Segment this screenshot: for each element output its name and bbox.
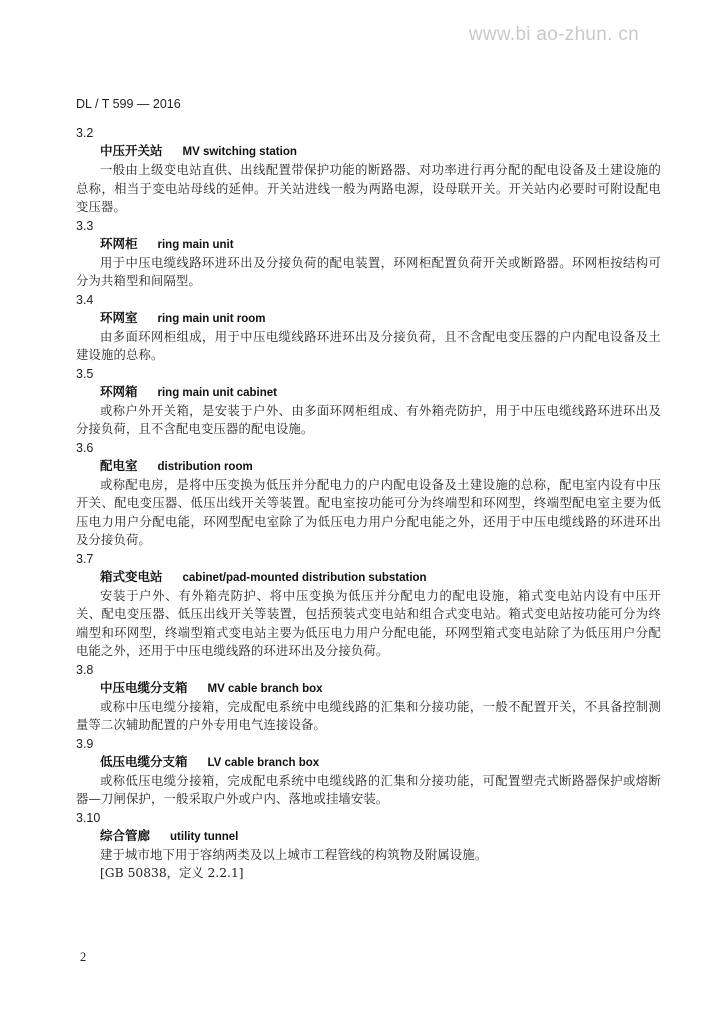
document-id: DL / T 599 — 2016: [76, 97, 181, 111]
term-heading: [76, 383, 661, 402]
clause-number: 3.7: [76, 551, 94, 566]
clause-number: 3.5: [76, 366, 94, 381]
clause-number: 3.9: [76, 736, 94, 751]
term-heading: [76, 235, 661, 254]
term-heading: [76, 142, 661, 161]
term-definition: 安装于户外、有外箱壳防护、将中压变换为低压并分配电力的配电设施，箱式变电站内设有中压开关、配电变压器、低压出线开关等装置，包括预装式变电站和组合式变电站。箱式变电站按功能可分为终端型和环网型，终端型箱式变电站主要为低压电力用户分配电能，环网型箱式变电站除了为低压用户分配电能之外，还用于中压电缆线路的环进环出及分接负荷。: [76, 588, 661, 658]
term-english: ring main unit: [157, 238, 234, 251]
term-entry: [76, 809, 661, 883]
term-chinese: 配电室: [100, 457, 138, 473]
term-heading: [76, 827, 661, 846]
clause-number: 3.4: [76, 292, 94, 307]
term-english: LV cable branch box: [207, 756, 320, 769]
term-chinese: 环网柜: [100, 235, 138, 251]
term-english: distribution room: [157, 460, 253, 473]
term-chinese: 中压电缆分支箱: [100, 679, 188, 695]
term-reference: [GB 50838，定义 2.2.1]: [100, 866, 244, 880]
clause-number: 3.8: [76, 662, 94, 677]
term-entry: [76, 217, 661, 291]
term-definition: 或称低压电缆分接箱，完成配电系统中电缆线路的汇集和分接功能，可配置塑壳式断路器保护或熔断器—刀闸保护，一般采取户外或户内、落地或挂墙安装。: [76, 773, 661, 806]
term-definition: 或称中压电缆分接箱，完成配电系统中电缆线路的汇集和分接功能，一般不配置开关，不具备控制测量等二次辅助配置的户外专用电气连接设备。: [76, 699, 661, 732]
terms-list: [76, 124, 661, 883]
term-english: ring main unit room: [157, 312, 266, 325]
term-definition: 或称配电房，是将中压变换为低压并分配电力的户内配电设备及土建设施的总称，配电室内设有中压开关、配电变压器、低压出线开关等装置。配电室按功能可分为终端型和环网型，终端型配电室主要为低压电力用户分配电能，环网型配电室除了为低压电力用户分配电能之外，还用于中压电缆线路的环进环出及分接负荷。: [76, 477, 661, 547]
term-english: ring main unit cabinet: [157, 386, 277, 399]
term-chinese: 环网箱: [100, 383, 138, 399]
term-definition: 或称户外开关箱，是安装于户外、由多面环网柜组成、有外箱壳防护，用于中压电缆线路环进环出及分接负荷，且不含配电变压器的配电设施。: [76, 403, 661, 436]
term-entry: [76, 439, 661, 550]
term-definition: 由多面环网柜组成，用于中压电缆线路环进环出及分接负荷，且不含配电变压器的户内配电设备及土建设施的总称。: [76, 329, 661, 362]
term-heading: [76, 753, 661, 772]
clause-number: 3.3: [76, 218, 94, 233]
clause-number: 3.2: [76, 126, 94, 140]
term-definition: 建于城市地下用于容纳两类及以上城市工程管线的构筑物及附属设施。: [100, 847, 488, 862]
term-entry: [76, 550, 661, 661]
term-entry: [76, 124, 661, 217]
term-entry: [76, 291, 661, 365]
term-chinese: 箱式变电站: [100, 568, 163, 584]
watermark: www.bi ao-zhun. cn: [468, 24, 639, 45]
term-definition: 一般由上级变电站直供、出线配置带保护功能的断路器、对功率进行再分配的配电设备及土建设施的总称，相当于变电站母线的延伸。开关站进线一般为两路电源，设母联开关。开关站内必要时可附设配电变压器。: [76, 163, 661, 214]
term-entry: [76, 365, 661, 439]
term-heading: [76, 568, 661, 587]
term-english: MV cable branch box: [207, 682, 323, 695]
term-heading: [76, 457, 661, 476]
term-chinese: 低压电缆分支箱: [100, 753, 188, 769]
term-chinese: 环网室: [100, 309, 138, 325]
clause-number: 3.10: [76, 810, 101, 825]
term-chinese: 综合管廊: [100, 827, 151, 843]
term-heading: [76, 679, 661, 698]
term-english: cabinet/pad-mounted distribution substation: [182, 571, 427, 584]
term-definition: 用于中压电缆线路环进环出及分接负荷的配电装置，环网柜配置负荷开关或断路器。环网柜按结构可分为共箱型和间隔型。: [76, 255, 661, 288]
term-heading: [76, 309, 661, 328]
term-english: utility tunnel: [170, 830, 239, 843]
term-chinese: 中压开关站: [100, 143, 163, 158]
clause-number: 3.6: [76, 440, 94, 455]
term-entry: [76, 661, 661, 735]
term-entry: [76, 735, 661, 809]
term-english: MV switching station: [182, 146, 297, 158]
page-number: 2: [80, 950, 87, 964]
